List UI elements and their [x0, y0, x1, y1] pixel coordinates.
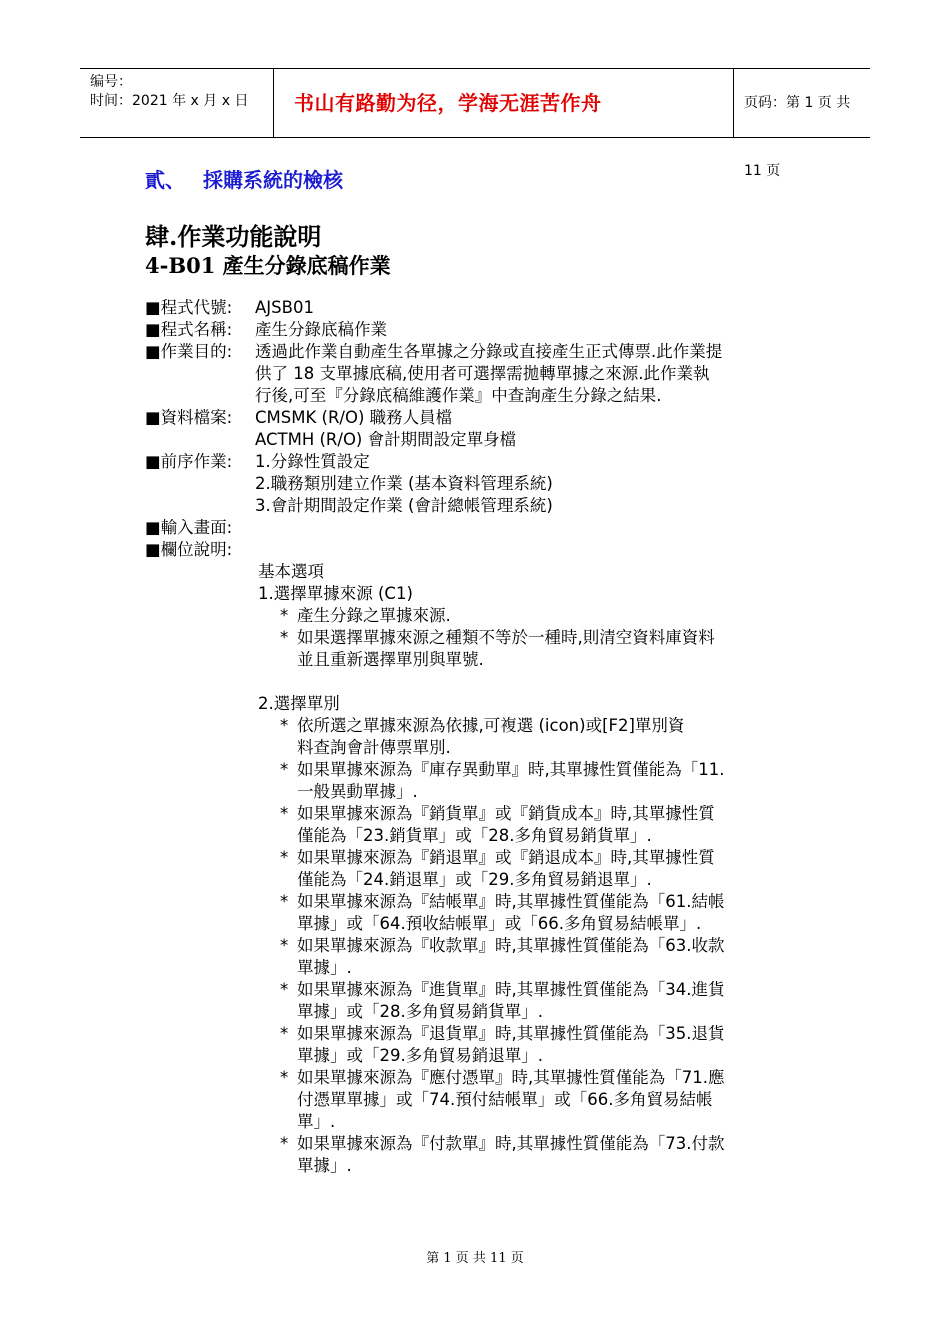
note-line: [145, 781, 825, 803]
section-title: [145, 164, 343, 193]
purpose-line: 透過此作業自動產生各單據之分錄或直接產生正式傳票.此作業提: [255, 342, 723, 361]
note-line: [145, 803, 825, 825]
bullet-marker: *: [280, 628, 289, 647]
note-text: 單」.: [297, 1112, 336, 1131]
note-line: [145, 737, 825, 759]
note-line: [145, 605, 825, 627]
bullet-marker: *: [280, 980, 289, 999]
page-info-cell: 页码：第 1 页 共 11 页: [744, 95, 851, 179]
section-number: 貳、: [145, 168, 185, 192]
bullet-marker: *: [280, 760, 289, 779]
note-text: 一般異動單據」.: [297, 782, 418, 801]
name-label: ■程式名稱:: [145, 320, 233, 339]
note-line: [145, 1133, 825, 1155]
note-text: 如果單據來源為『銷貨單』或『銷貨成本』時,其單據性質: [297, 804, 715, 823]
note-text: 如果單據來源為『付款單』時,其單據性質僅能為「73.付款: [297, 1134, 725, 1153]
note-line: [145, 913, 825, 935]
note-text: 單據」或「28.多角貿易銷貨單」.: [297, 1002, 543, 1021]
purpose-line: 供了 18 支單據底稿,使用者可選擇需拋轉單據之來源.此作業執: [255, 364, 710, 383]
bullet-marker: *: [280, 716, 289, 735]
note-text: 單據」.: [297, 958, 352, 977]
name-value: 產生分錄底稿作業: [255, 320, 387, 339]
note-line: [145, 627, 825, 649]
note-text: 付憑單單據」或「74.預付結帳單」或「66.多角貿易結帳: [297, 1090, 713, 1109]
header-meta-cell: [80, 69, 274, 137]
note-line: [145, 979, 825, 1001]
section-text: 採購系統的檢核: [203, 168, 343, 192]
note-text: 料查詢會計傳票單別.: [297, 738, 451, 757]
note-text: 如果單據來源為『退貨單』時,其單據性質僅能為「35.退貨: [297, 1024, 725, 1043]
header-table: [80, 68, 870, 179]
note-line: [145, 715, 825, 737]
note-line: [145, 759, 825, 781]
code-value: AJSB01: [255, 298, 314, 317]
bullet-marker: *: [280, 936, 289, 955]
option-1-notes: [145, 605, 825, 671]
bullet-marker: *: [280, 1068, 289, 1087]
note-line: [145, 1089, 825, 1111]
note-text: 如果單據來源為『進貨單』時,其單據性質僅能為「34.進貨: [297, 980, 725, 999]
note-line: [145, 1155, 825, 1177]
files-label: ■資料檔案:: [145, 408, 233, 427]
note-text: 單據」或「64.預收結帳單」或「66.多角貿易結帳單」.: [297, 914, 702, 933]
note-text: 如果選擇單據來源之種類不等於一種時,則清空資料庫資料: [297, 628, 715, 647]
bullet-marker: *: [280, 892, 289, 911]
note-line: [145, 869, 825, 891]
note-line: [145, 847, 825, 869]
note-text: 僅能為「24.銷退單」或「29.多角貿易銷退單」.: [297, 870, 652, 889]
basic-options-title: 基本選項: [258, 562, 324, 581]
column-desc-label: ■欄位說明:: [145, 540, 233, 559]
number-label: 编号：: [90, 74, 132, 90]
note-text: 如果單據來源為『應付憑單』時,其單據性質僅能為「71.應: [297, 1068, 725, 1087]
option-2-title: 2.選擇單別: [258, 694, 340, 713]
prereq-label: ■前序作業:: [145, 452, 233, 471]
note-line: [145, 1111, 825, 1133]
code-label: ■程式代號:: [145, 298, 233, 317]
note-line: [145, 957, 825, 979]
note-line: [145, 935, 825, 957]
heading-1: 肆.作業功能說明: [145, 222, 322, 251]
note-line: [145, 891, 825, 913]
note-text: 單據」或「29.多角貿易銷退單」.: [297, 1046, 543, 1065]
purpose-label: ■作業目的:: [145, 342, 233, 361]
file-item: ACTMH (R/O) 會計期間設定單身檔: [255, 430, 517, 449]
note-line: [145, 1045, 825, 1067]
note-line: [145, 649, 825, 671]
note-text: 僅能為「23.銷貨單」或「28.多角貿易銷貨單」.: [297, 826, 652, 845]
document-body: [145, 297, 825, 1177]
bullet-marker: *: [280, 1024, 289, 1043]
time-label: 时间：2021 年 x 月 x 日: [90, 93, 249, 109]
option-1-title: 1.選擇單據來源 (C1): [258, 584, 413, 603]
option-2-notes: [145, 715, 825, 1177]
page-footer: 第 1 页 共 11 页: [426, 1251, 524, 1266]
purpose-line: 行後,可至『分錄底稿維護作業』中查詢產生分錄之結果.: [255, 386, 662, 405]
note-line: [145, 1067, 825, 1089]
motto-cell: 书山有路勤为径，学海无涯苦作舟: [274, 69, 734, 137]
note-text: 如果單據來源為『銷退單』或『銷退成本』時,其單據性質: [297, 848, 715, 867]
note-line: [145, 825, 825, 847]
prereq-item: 1.分錄性質設定: [255, 452, 370, 471]
bullet-marker: *: [280, 1134, 289, 1153]
note-text: 依所選之單據來源為依據,可複選 (icon)或[F2]單別資: [297, 716, 685, 735]
bullet-marker: *: [280, 804, 289, 823]
file-item: CMSMK (R/O) 職務人員檔: [255, 408, 453, 427]
bullet-marker: *: [280, 848, 289, 867]
note-text: 產生分錄之單據來源.: [297, 606, 451, 625]
bullet-marker: *: [280, 606, 289, 625]
prereq-item: 3.會計期間設定作業 (會計總帳管理系統): [255, 496, 553, 515]
note-line: [145, 1023, 825, 1045]
note-text: 如果單據來源為『收款單』時,其單據性質僅能為「63.收款: [297, 936, 725, 955]
note-text: 如果單據來源為『結帳單』時,其單據性質僅能為「61.結帳: [297, 892, 725, 911]
note-text: 單據」.: [297, 1156, 352, 1175]
prereq-item: 2.職務類別建立作業 (基本資料管理系統): [255, 474, 553, 493]
note-line: [145, 1001, 825, 1023]
note-text: 並且重新選擇單別與單號.: [297, 650, 484, 669]
input-screen-label: ■輸入畫面:: [145, 518, 233, 537]
note-text: 如果單據來源為『庫存異動單』時,其單據性質僅能為「11.: [297, 760, 725, 779]
heading-2: 4-B01 產生分錄底稿作業: [145, 253, 391, 278]
